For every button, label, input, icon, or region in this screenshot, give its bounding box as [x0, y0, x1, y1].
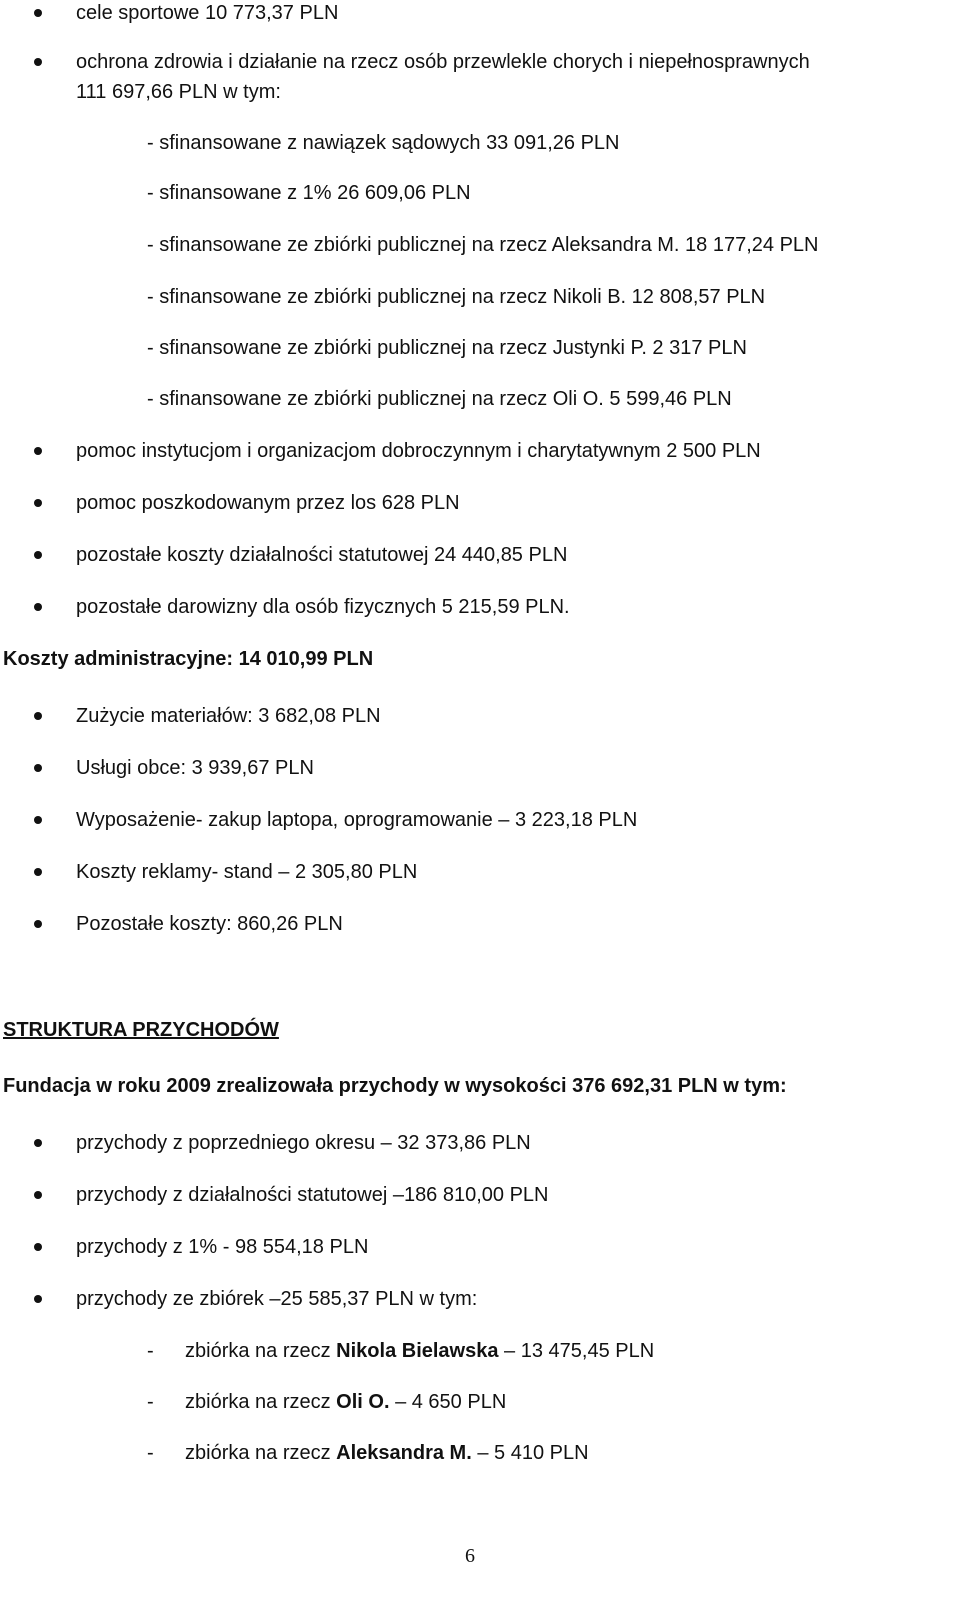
collection-item — [147, 1338, 654, 1364]
admin-cost-item: Usługi obce: 3 939,67 PLN — [76, 757, 314, 779]
income-section-title: STRUKTURA PRZYCHODÓW — [3, 1019, 279, 1041]
collection-recipient: Nikola Bielawska — [336, 1340, 499, 1362]
income-item: przychody ze zbiórek –25 585,37 PLN w tym: — [76, 1288, 478, 1310]
collection-amount: – 13 475,45 PLN — [498, 1340, 655, 1362]
admin-cost-item: Koszty reklamy- stand – 2 305,80 PLN — [76, 861, 418, 883]
admin-cost-item: Wyposażenie- zakup laptopa, oprogramowanie – 3 223,18 PLN — [76, 809, 638, 831]
collection-prefix: zbiórka na rzecz — [185, 1391, 337, 1413]
cost-item-health-amount: 111 697,66 PLN w tym: — [76, 81, 281, 103]
cost-item: pozostałe koszty działalności statutowej 24 440,85 PLN — [76, 544, 568, 566]
health-sub-item: - sfinansowane ze zbiórki publicznej na rzecz Aleksandra M. 18 177,24 PLN — [147, 234, 819, 256]
cost-item-sport: cele sportowe 10 773,37 PLN — [76, 2, 339, 24]
income-item: przychody z działalności statutowej –186 810,00 PLN — [76, 1184, 549, 1206]
admin-costs-heading: Koszty administracyjne: 14 010,99 PLN — [3, 648, 374, 670]
collection-item — [147, 1389, 506, 1415]
collection-amount: – 4 650 PLN — [389, 1391, 507, 1413]
collection-amount: – 5 410 PLN — [471, 1442, 589, 1464]
cost-item: pozostałe darowizny dla osób fizycznych 5 215,59 PLN. — [76, 596, 570, 618]
health-sub-item: - sfinansowane z 1% 26 609,06 PLN — [147, 182, 471, 204]
health-sub-item: - sfinansowane z nawiązek sądowych 33 091,26 PLN — [147, 132, 620, 154]
collection-item — [147, 1440, 589, 1466]
collection-recipient: Aleksandra M. — [336, 1442, 472, 1464]
cost-item: pomoc poszkodowanym przez los 628 PLN — [76, 492, 460, 514]
income-item: przychody z 1% - 98 554,18 PLN — [76, 1236, 369, 1258]
cost-item: pomoc instytucjom i organizacjom dobroczynnym i charytatywnym 2 500 PLN — [76, 440, 761, 462]
income-intro: Fundacja w roku 2009 zrealizowała przychody w wysokości 376 692,31 PLN w tym: — [3, 1075, 787, 1097]
health-sub-item: - sfinansowane ze zbiórki publicznej na rzecz Justynki P. 2 317 PLN — [147, 337, 747, 359]
list-dash: - — [147, 1442, 154, 1464]
admin-cost-item: Pozostałe koszty: 860,26 PLN — [76, 913, 343, 935]
income-item: przychody z poprzedniego okresu – 32 373,86 PLN — [76, 1132, 531, 1154]
list-dash: - — [147, 1340, 154, 1362]
health-sub-item: - sfinansowane ze zbiórki publicznej na rzecz Nikoli B. 12 808,57 PLN — [147, 286, 766, 308]
list-dash: - — [147, 1391, 154, 1413]
collection-prefix: zbiórka na rzecz — [185, 1340, 337, 1362]
collection-recipient: Oli O. — [336, 1391, 390, 1413]
page-number: 6 — [465, 1545, 475, 1567]
cost-item-health: ochrona zdrowia i działanie na rzecz osób przewlekle chorych i niepełnosprawnych — [76, 51, 810, 73]
collection-prefix: zbiórka na rzecz — [185, 1442, 337, 1464]
admin-cost-item: Zużycie materiałów: 3 682,08 PLN — [76, 705, 381, 727]
health-sub-item: - sfinansowane ze zbiórki publicznej na rzecz Oli O. 5 599,46 PLN — [147, 388, 732, 410]
